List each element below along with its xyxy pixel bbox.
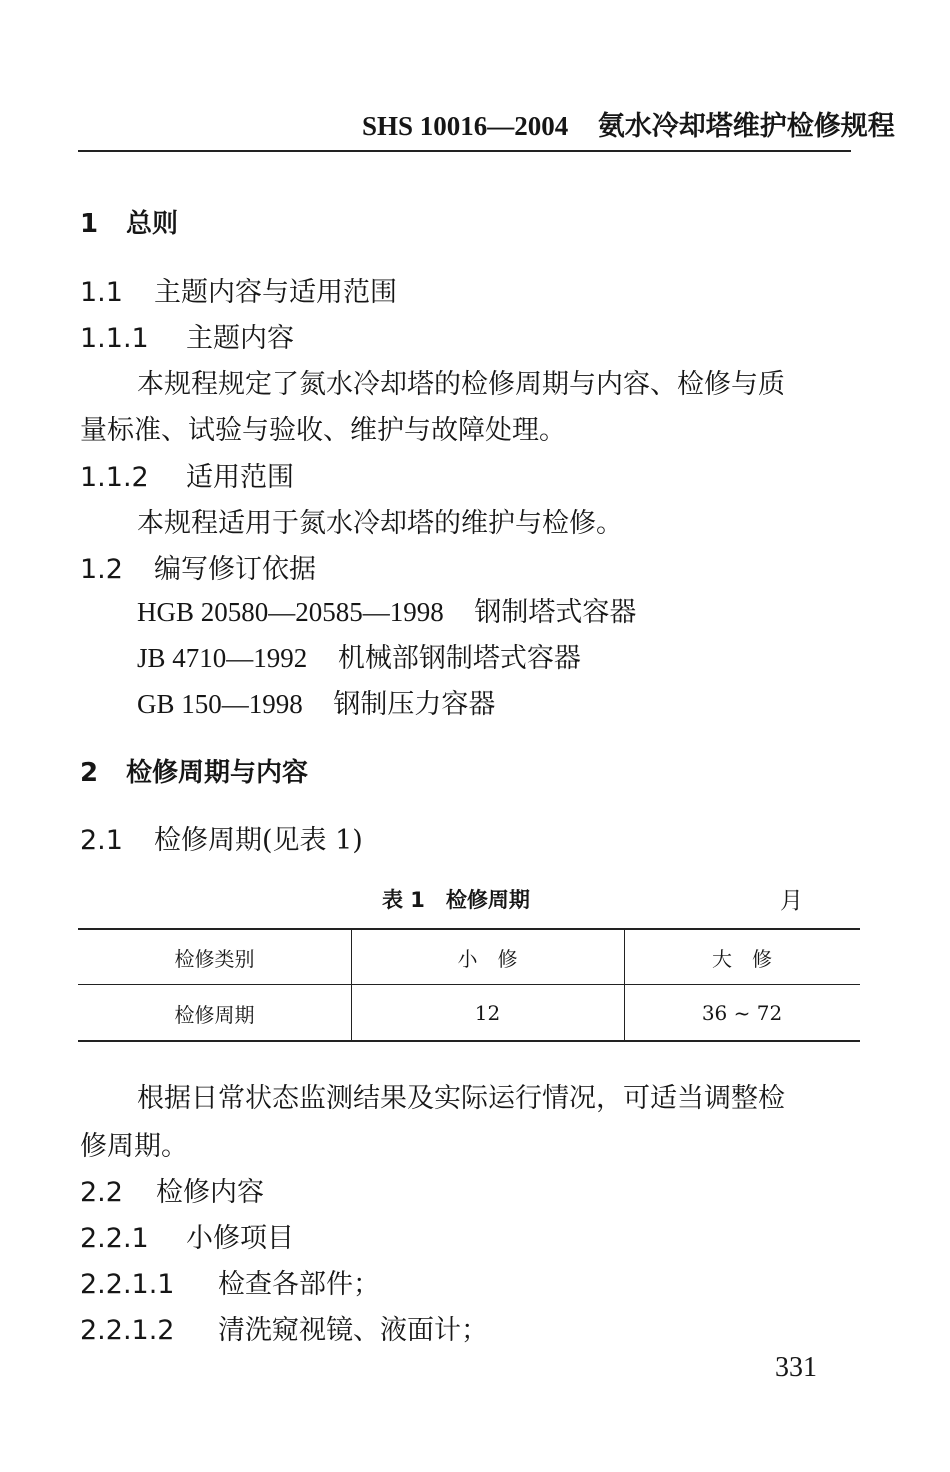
table-unit: 月 xyxy=(780,888,803,914)
section-2-2-1-2-heading xyxy=(80,1308,488,1347)
reference-title: 机械部钢制塔式容器 xyxy=(337,643,581,674)
reference-item xyxy=(137,682,495,721)
standard-code: SHS 10016—2004 xyxy=(362,111,569,141)
table-cell: 12 xyxy=(474,1001,501,1025)
table-cell: 检修周期 xyxy=(174,1002,255,1027)
reference-title: 钢制压力容器 xyxy=(333,689,496,720)
table-caption: 表 1 检修周期 xyxy=(382,888,530,912)
table-header-cell: 大 修 xyxy=(712,946,772,971)
page-number: 331 xyxy=(775,1352,817,1383)
table-cell: 36 ~ 72 xyxy=(701,1001,783,1025)
section-title: 主题内容与适用范围 xyxy=(154,277,397,308)
section-1-1-heading xyxy=(80,270,397,309)
section-title: 小修项目 xyxy=(186,1223,294,1254)
section-number: 1.1.2 xyxy=(80,462,149,493)
section-number: 2 xyxy=(80,758,99,788)
section-2-2-1-1-heading xyxy=(80,1262,380,1301)
section-title: 检修周期(见表 1) xyxy=(154,825,363,856)
section-number: 2.2 xyxy=(80,1177,123,1208)
section-title: 编写修订依据 xyxy=(154,554,316,585)
section-number: 2.2.1 xyxy=(80,1223,149,1254)
section-1-2-heading xyxy=(80,547,316,586)
section-title: 检查各部件； xyxy=(218,1269,380,1300)
section-1-heading xyxy=(80,203,178,240)
section-number: 2.2.1.1 xyxy=(80,1269,175,1300)
section-title: 适用范围 xyxy=(186,462,294,493)
paragraph-line: 修周期。 xyxy=(80,1131,188,1162)
header-rule xyxy=(78,150,851,152)
section-1-1-2-heading xyxy=(80,455,294,494)
section-title: 主题内容 xyxy=(186,323,294,354)
section-title: 检修周期与内容 xyxy=(126,758,309,788)
reference-code: GB 150—1998 xyxy=(137,689,303,719)
running-header xyxy=(362,104,895,143)
section-number: 2.1 xyxy=(80,825,123,856)
reference-item xyxy=(137,590,636,629)
section-number: 1.1 xyxy=(80,277,123,308)
reference-title: 钢制塔式容器 xyxy=(474,597,637,628)
paragraph-line: 量标准、试验与验收、维护与故障处理。 xyxy=(80,415,566,446)
section-title: 清洗窥视镜、液面计； xyxy=(218,1315,488,1346)
section-title: 总则 xyxy=(126,209,179,239)
section-number: 1.2 xyxy=(80,554,123,585)
section-2-1-heading xyxy=(80,818,363,857)
reference-code: HGB 20580—20585—1998 xyxy=(137,597,444,627)
section-2-heading xyxy=(80,752,308,789)
reference-item xyxy=(137,636,581,675)
section-number: 1 xyxy=(80,209,99,239)
section-number: 2.2.1.2 xyxy=(80,1315,175,1346)
table-header-cell: 检修类别 xyxy=(174,946,255,971)
table-header-cell: 小 修 xyxy=(457,946,518,971)
section-2-2-1-heading xyxy=(80,1216,294,1255)
reference-code: JB 4710—1992 xyxy=(137,643,308,673)
table-bottom-rule xyxy=(78,1040,860,1042)
paragraph-line: 本规程规定了氮水冷却塔的检修周期与内容、检修与质 xyxy=(137,369,785,400)
section-2-2-heading xyxy=(80,1170,264,1209)
header-title: 氨水冷却塔维护检修规程 xyxy=(597,111,895,142)
paragraph-line: 根据日常状态监测结果及实际运行情况，可适当调整检 xyxy=(137,1083,785,1114)
paragraph-line: 本规程适用于氮水冷却塔的维护与检修。 xyxy=(137,508,623,539)
table-row-rule xyxy=(78,984,860,985)
section-number: 1.1.1 xyxy=(80,323,149,354)
section-title: 检修内容 xyxy=(156,1177,264,1208)
section-1-1-1-heading xyxy=(80,316,294,355)
